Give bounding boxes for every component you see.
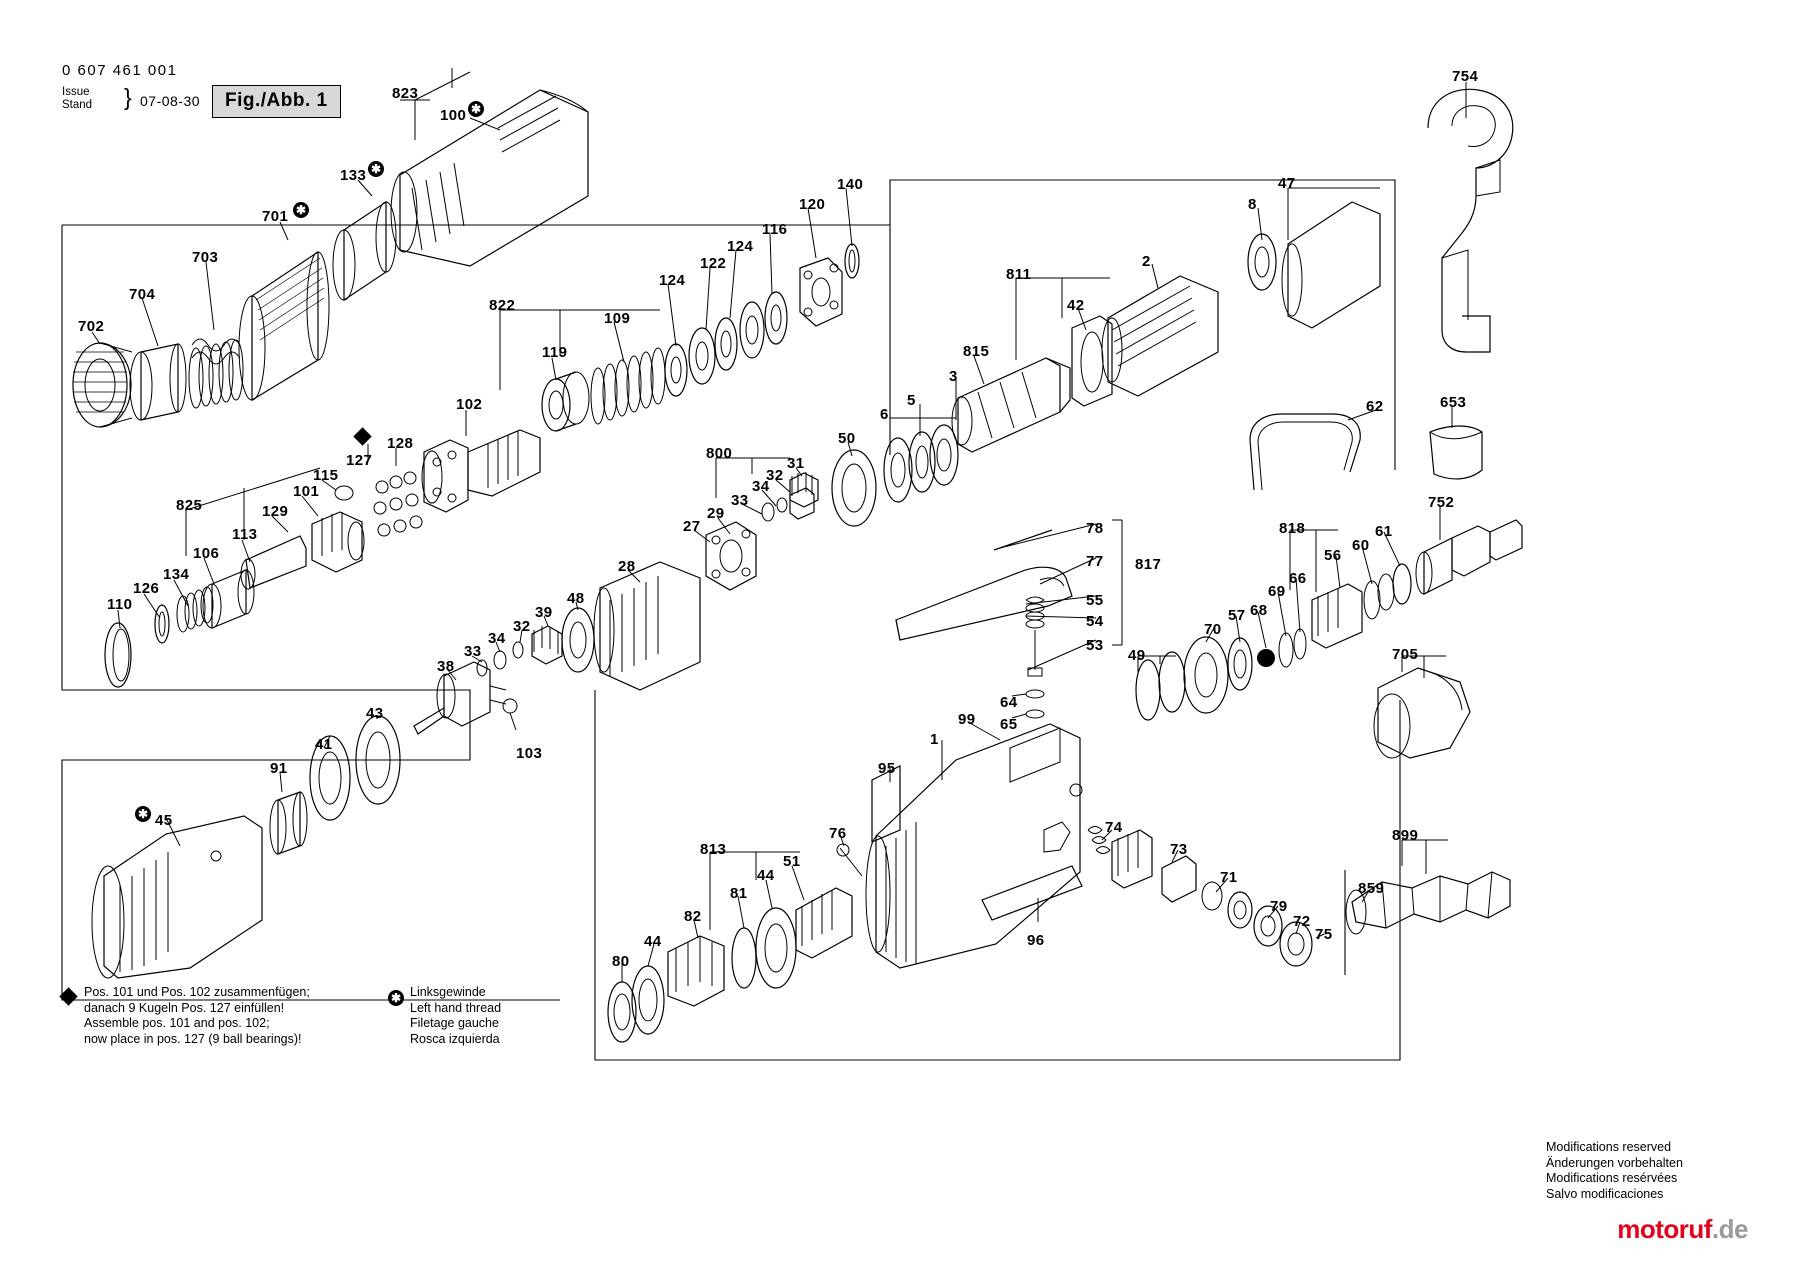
modifications-line-1: Modifications reserved — [1546, 1140, 1672, 1154]
part-101 — [312, 512, 364, 572]
callout-134: 134 — [163, 566, 190, 583]
part-39 — [532, 626, 562, 664]
callout-57: 57 — [1228, 607, 1246, 624]
part-8 — [1248, 234, 1276, 290]
callout-704: 704 — [129, 286, 156, 303]
left-hand-thread-marker: ✱ — [293, 202, 309, 218]
bearing-stack — [884, 425, 958, 502]
part-42 — [1072, 316, 1112, 406]
part-2 — [1102, 276, 1218, 396]
part-127-balls — [374, 472, 422, 536]
part-28 — [594, 562, 700, 690]
callout-124: 124 — [727, 238, 754, 255]
part-number: 0 607 461 001 — [62, 62, 178, 79]
callout-119: 119 — [542, 344, 568, 361]
callout-140: 140 — [837, 176, 864, 193]
callout-103: 103 — [516, 745, 543, 762]
callout-43: 43 — [366, 705, 384, 722]
part-49 — [1136, 629, 1306, 720]
callout-128: 128 — [387, 435, 414, 452]
part-91 — [270, 792, 307, 854]
callout-65: 65 — [1000, 716, 1018, 733]
issue-label-de: Stand — [62, 99, 93, 111]
issue-brace: } — [124, 84, 132, 110]
callout-51: 51 — [783, 853, 801, 870]
callout-80: 80 — [612, 953, 630, 970]
callout-62: 62 — [1366, 398, 1384, 415]
part-705 — [1374, 668, 1470, 758]
issue-label-en: Issue — [62, 86, 90, 98]
callout-129: 129 — [262, 503, 289, 520]
callout-116: 116 — [762, 221, 788, 238]
part-100 — [391, 90, 588, 266]
callout-823: 823 — [392, 85, 419, 102]
callout-1: 1 — [930, 731, 939, 748]
callout-71: 71 — [1220, 869, 1238, 886]
callout-811: 811 — [1006, 266, 1032, 283]
part-126 — [155, 605, 169, 643]
callout-91: 91 — [270, 760, 288, 777]
callout-72: 72 — [1293, 913, 1311, 930]
callout-825: 825 — [176, 497, 203, 514]
footnote-star-line-1: Linksgewinde — [410, 985, 486, 999]
modifications-line-2: Änderungen vorbehalten — [1546, 1155, 1683, 1170]
callout-2: 2 — [1142, 253, 1151, 270]
callout-47: 47 — [1278, 175, 1296, 192]
callout-122: 122 — [700, 255, 727, 272]
callout-653: 653 — [1440, 394, 1467, 411]
footnote-modifications — [1546, 1140, 1796, 1202]
part-1 — [866, 724, 1082, 968]
callout-31: 31 — [787, 455, 805, 472]
callout-81: 81 — [730, 885, 748, 902]
part-703 — [189, 339, 243, 408]
callout-813: 813 — [700, 841, 727, 858]
part-76 — [837, 844, 862, 876]
part-47 — [1282, 202, 1380, 328]
callout-56: 56 — [1324, 547, 1342, 564]
callout-815: 815 — [963, 343, 990, 360]
left-hand-thread-marker: ✱ — [135, 806, 151, 822]
footnote-star-line-4: Rosca izquierda — [410, 1031, 500, 1046]
part-653 — [1430, 426, 1482, 479]
callout-800: 800 — [706, 445, 733, 462]
callout-96: 96 — [1027, 932, 1045, 949]
callout-34: 34 — [488, 630, 506, 647]
footnote-star — [410, 985, 630, 1047]
callout-61: 61 — [1375, 523, 1393, 540]
footnote-star-line-2: Left hand thread — [410, 1000, 502, 1015]
part-119 — [542, 372, 589, 431]
part-113 — [241, 536, 306, 589]
callout-6: 6 — [880, 406, 889, 423]
callout-50: 50 — [838, 430, 856, 447]
callout-113: 113 — [232, 526, 258, 543]
callout-66: 66 — [1289, 570, 1307, 587]
callout-818: 818 — [1279, 520, 1306, 537]
callout-38: 38 — [437, 658, 455, 675]
left-hand-thread-marker: ✱ — [388, 990, 404, 1006]
callout-32: 32 — [766, 467, 784, 484]
part-822 — [591, 348, 665, 424]
callout-48: 48 — [567, 590, 585, 607]
part-752 — [1416, 520, 1522, 594]
callout-102: 102 — [456, 396, 483, 413]
callout-70: 70 — [1204, 621, 1222, 638]
callout-101: 101 — [293, 483, 320, 500]
callout-68: 68 — [1250, 602, 1268, 619]
small-parts-b — [477, 642, 523, 676]
callout-78: 78 — [1086, 520, 1104, 537]
callout-64: 64 — [1000, 694, 1018, 711]
part-754 — [1428, 89, 1513, 352]
callout-44: 44 — [644, 933, 662, 950]
callout-106: 106 — [193, 545, 220, 562]
part-77 — [896, 567, 1072, 640]
left-hand-thread-marker: ✱ — [468, 101, 484, 117]
callout-77: 77 — [1086, 553, 1104, 570]
callout-702: 702 — [78, 318, 105, 335]
callout-34: 34 — [752, 478, 770, 495]
callout-27: 27 — [683, 518, 701, 535]
part-50 — [832, 450, 876, 526]
footnote-star-line-3: Filetage gauche — [410, 1016, 499, 1030]
callout-752: 752 — [1428, 494, 1455, 511]
callout-703: 703 — [192, 249, 219, 266]
callout-817: 817 — [1135, 556, 1162, 573]
callout-705: 705 — [1392, 646, 1419, 663]
part-102 — [422, 430, 540, 512]
callout-126: 126 — [133, 580, 160, 597]
callout-54: 54 — [1086, 613, 1104, 630]
watermark-name: motoruf — [1617, 1214, 1712, 1244]
part-140 — [845, 244, 859, 278]
rear-parts — [1088, 827, 1312, 967]
footnote-diamond-line-2: danach 9 Kugeln Pos. 127 einfüllen! — [84, 1000, 285, 1015]
part-813 — [608, 888, 852, 1042]
callout-859: 859 — [1358, 880, 1385, 897]
callout-109: 109 — [604, 310, 631, 327]
callout-45: 45 — [155, 812, 173, 829]
callout-41: 41 — [315, 736, 333, 753]
callout-60: 60 — [1352, 537, 1370, 554]
part-62 — [1250, 414, 1360, 490]
callout-822: 822 — [489, 297, 516, 314]
callout-133: 133 — [340, 167, 367, 184]
part-815 — [952, 358, 1070, 452]
callout-28: 28 — [618, 558, 636, 575]
part-702 — [73, 343, 132, 427]
callout-124: 124 — [659, 272, 686, 289]
callout-110: 110 — [107, 596, 133, 613]
callout-100: 100 — [440, 107, 467, 124]
part-701 — [239, 252, 329, 400]
part-110 — [105, 623, 131, 687]
part-95 — [872, 766, 900, 842]
watermark — [1617, 1214, 1748, 1245]
callout-53: 53 — [1086, 637, 1104, 654]
callout-32: 32 — [513, 618, 531, 635]
callout-899: 899 — [1392, 827, 1419, 844]
footnote-diamond-line-1: Pos. 101 und Pos. 102 zusammenfügen; — [84, 985, 310, 999]
callout-5: 5 — [907, 392, 916, 409]
part-818 — [1312, 564, 1411, 648]
callout-99: 99 — [958, 711, 976, 728]
callout-127: 127 — [346, 452, 373, 469]
callout-73: 73 — [1170, 841, 1188, 858]
footnote-diamond-line-4: now place in pos. 127 (9 ball bearings)! — [84, 1031, 302, 1046]
footnote-diamond — [84, 985, 404, 1047]
part-96 — [982, 866, 1082, 920]
callout-79: 79 — [1270, 898, 1288, 915]
callout-754: 754 — [1452, 68, 1479, 85]
callout-75: 75 — [1315, 926, 1333, 943]
figure-label: Fig./Abb. 1 — [212, 85, 341, 118]
part-115 — [335, 486, 353, 500]
modifications-line-3: Modifications resérvées — [1546, 1171, 1678, 1185]
callout-29: 29 — [707, 505, 725, 522]
callout-33: 33 — [731, 492, 749, 509]
callout-76: 76 — [829, 825, 847, 842]
part-48 — [562, 608, 594, 672]
watermark-tld: .de — [1711, 1214, 1748, 1244]
callout-49: 49 — [1128, 647, 1146, 664]
callout-3: 3 — [949, 368, 958, 385]
valve-stack — [1026, 597, 1044, 718]
callout-120: 120 — [799, 196, 826, 213]
callout-44: 44 — [757, 867, 775, 884]
part-27 — [706, 522, 756, 590]
part-704 — [130, 344, 186, 420]
callout-115: 115 — [313, 467, 339, 484]
callout-39: 39 — [535, 604, 553, 621]
callout-42: 42 — [1067, 297, 1085, 314]
callout-95: 95 — [878, 760, 896, 777]
callout-69: 69 — [1268, 583, 1286, 600]
part-120 — [800, 258, 842, 326]
callout-33: 33 — [464, 643, 482, 660]
callout-74: 74 — [1105, 819, 1123, 836]
callout-55: 55 — [1086, 592, 1104, 609]
callout-82: 82 — [684, 908, 702, 925]
callout-8: 8 — [1248, 196, 1257, 213]
issue-date: 07-08-30 — [140, 93, 201, 109]
part-38 — [414, 662, 506, 734]
modifications-line-4: Salvo modificaciones — [1546, 1186, 1664, 1201]
washer-stack — [665, 292, 787, 396]
footnote-diamond-line-3: Assemble pos. 101 and pos. 102; — [84, 1016, 270, 1030]
part-133 — [333, 202, 396, 300]
left-hand-thread-marker: ✱ — [368, 161, 384, 177]
callout-701: 701 — [262, 208, 289, 225]
